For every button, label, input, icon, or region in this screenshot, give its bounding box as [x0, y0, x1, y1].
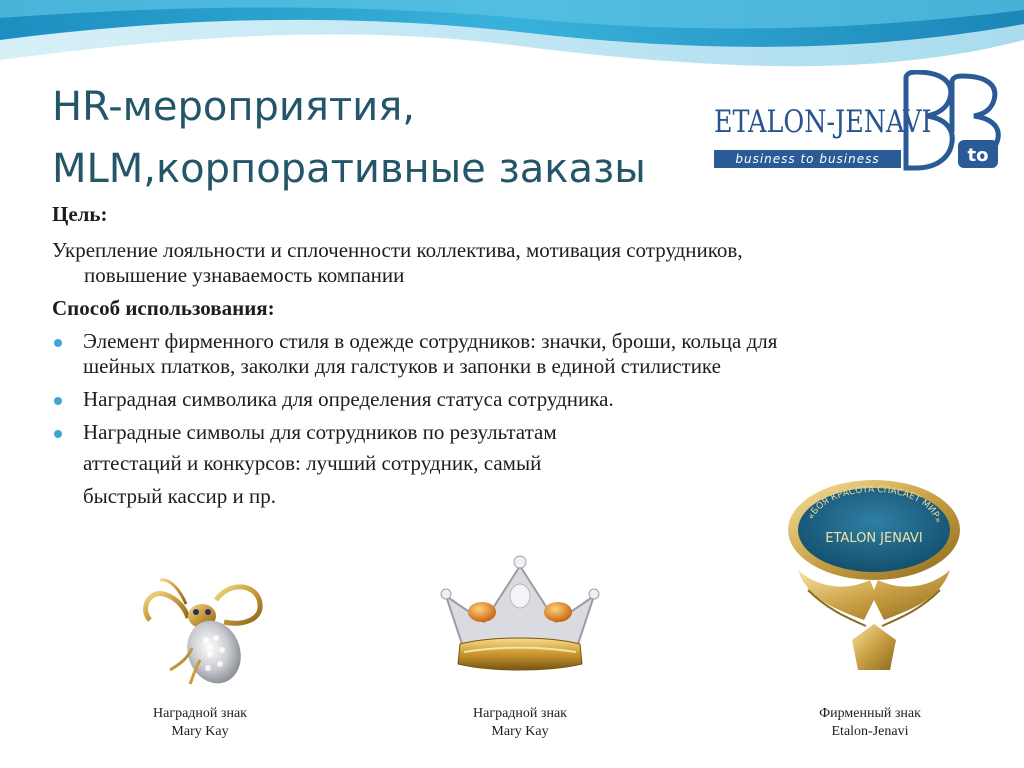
- caption-badge: [770, 705, 970, 741]
- title-line-2: MLM,корпоративные заказы: [52, 146, 646, 192]
- bullet-icon: [54, 430, 62, 438]
- caption-crown: [420, 705, 620, 741]
- bullet-icon: [54, 339, 62, 347]
- list-item: [52, 387, 822, 412]
- slide-title: [52, 76, 692, 200]
- list-item-text: Элемент фирменного стиля в одежде сотрудников: значки, броши, кольца для шейных платков, заколки для галстуков и запонки в единой стилистике: [83, 329, 778, 378]
- caption-line: Фирменный знак: [819, 706, 921, 721]
- usage-list: [52, 329, 822, 445]
- list-continuation-1: аттестаций и конкурсов: лучший сотрудник, самый: [83, 451, 542, 475]
- etalon-badge-image: [778, 450, 970, 698]
- logo-tagline: business to business: [714, 150, 901, 168]
- goal-heading: Цель:: [52, 202, 108, 226]
- list-continuation-2: быстрый кассир и пр.: [83, 484, 276, 508]
- list-item-text: Наградная символика для определения статуса сотрудника.: [83, 387, 614, 411]
- list-item: [52, 329, 822, 379]
- slide-body: [52, 202, 822, 509]
- caption-line: Наградной знак: [153, 706, 247, 721]
- logo-btob-mark: [896, 70, 1011, 174]
- logo-name: ETALON-JENAVI: [714, 104, 932, 140]
- usage-heading: Способ использования:: [52, 296, 275, 320]
- company-logo: [706, 70, 1011, 174]
- badge-name-text: ETALON JENAVI: [825, 531, 923, 546]
- logo-to-text: to: [967, 145, 989, 166]
- list-item: [52, 420, 822, 445]
- caption-line: Mary Kay: [171, 724, 229, 739]
- badge-ribbon-text: «БОЯ КРАСОТА СПАСАЕТ МИР»: [806, 484, 943, 525]
- bee-brooch-image: [130, 560, 273, 694]
- caption-line: Наградной знак: [473, 706, 567, 721]
- goal-text: Укрепление лояльности и сплоченности коллектива, мотивация сотрудников, повышение узнаваемость компании: [52, 238, 743, 287]
- caption-line: Etalon-Jenavi: [831, 724, 909, 739]
- title-line-1: HR-мероприятия,: [52, 84, 416, 130]
- caption-bee: [100, 705, 300, 741]
- list-item-text: Наградные символы для сотрудников по результатам: [83, 420, 557, 444]
- bullet-icon: [54, 397, 62, 405]
- caption-line: Mary Kay: [491, 724, 549, 739]
- crown-brooch-image: [432, 540, 608, 680]
